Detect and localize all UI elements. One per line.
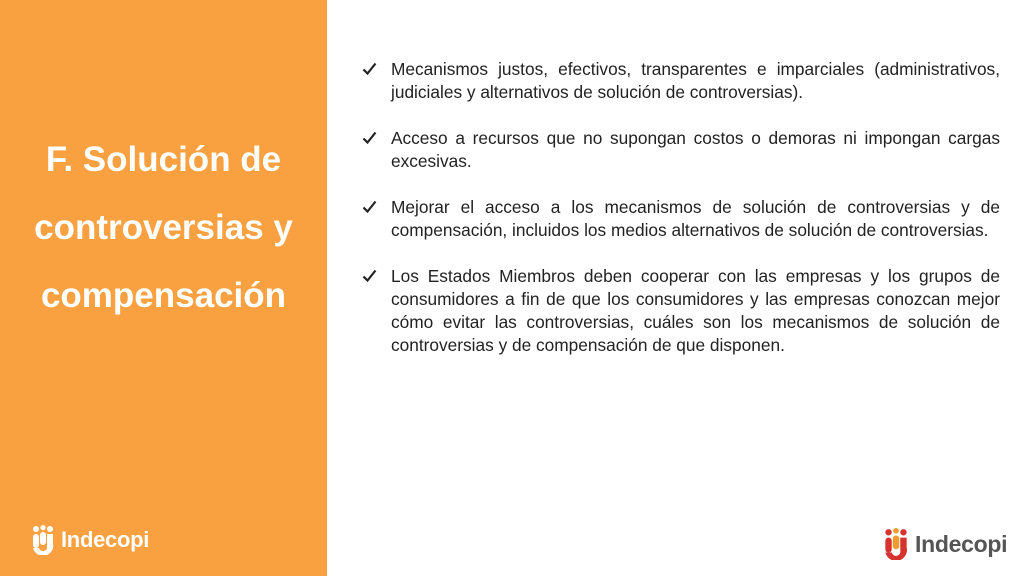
- bullet-text: Mejorar el acceso a los mecanismos de solución de controversias y de compensación, incluidos los medios alternativos de solución de controversias.: [391, 197, 1000, 240]
- bullet-text: Mecanismos justos, efectivos, transparentes e imparciales (administrativos, judiciales y alternativos de solución de controversias).: [391, 59, 1000, 102]
- logo-text: Indecopi: [915, 530, 1008, 557]
- title-line-2: controversias y: [34, 208, 293, 247]
- check-icon: [362, 131, 377, 145]
- logo-text: Indecopi: [61, 527, 150, 552]
- indecopi-logo-white: [30, 525, 149, 555]
- title-line-3: compensación: [40, 276, 287, 315]
- check-icon: [362, 269, 377, 283]
- bullet-item: [360, 58, 1000, 104]
- title-panel: [0, 0, 327, 576]
- bullet-item: [360, 127, 1000, 173]
- bullet-item: [360, 196, 1000, 242]
- check-icon: [362, 200, 377, 214]
- bullet-list: [360, 58, 1000, 380]
- indecopi-logo-icon: [30, 525, 56, 555]
- slide-title: [0, 126, 327, 330]
- check-icon: [362, 62, 377, 76]
- bullet-item: [360, 265, 1000, 357]
- title-line-1: F. Solución de: [45, 140, 282, 179]
- bullet-text: Acceso a recursos que no supongan costos o demoras ni impongan cargas excesivas.: [391, 128, 1000, 171]
- bullet-text: Los Estados Miembros deben cooperar con las empresas y los grupos de consumidores a fin de que los consumidores y las empresas conozcan mejor cómo evitar las controversias, cuáles son los mecanismos de solución de controversias y de compensación de que disponen.: [391, 266, 1000, 355]
- indecopi-logo-color: [882, 528, 1007, 560]
- indecopi-logo-icon: [882, 528, 910, 560]
